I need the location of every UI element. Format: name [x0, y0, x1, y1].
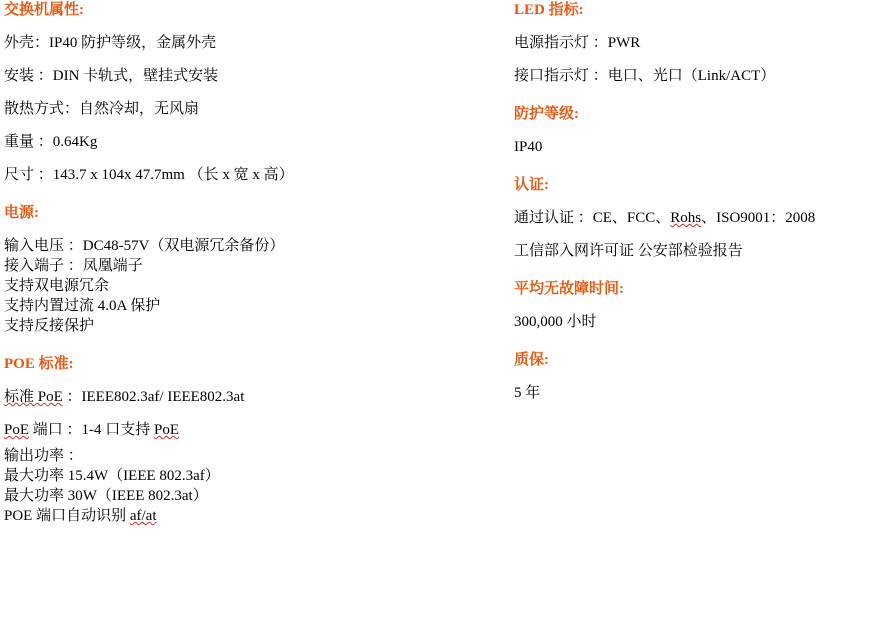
- spec-line-cooling: 散热方式：自然冷却，无风扇: [4, 101, 200, 117]
- spec-line-terminal: 接入端子 ：凤凰端子: [4, 258, 143, 274]
- section-switch-attributes: [4, 0, 474, 185]
- spec-line-auto-detect: POE 端口自动识别 af/at: [4, 508, 157, 524]
- section-heading-led-indicators: LED 指标:: [514, 2, 584, 18]
- spec-line-ip-rating: IP40: [514, 139, 543, 155]
- section-protection-level: [514, 104, 890, 157]
- spec-line-input-voltage: 输入电压 ：DC48-57V（双电源冗余备份）: [4, 238, 285, 254]
- section-heading-warranty: 质保:: [514, 352, 549, 368]
- spec-line-standard-poe-rest: ：IEEE802.3af/ IEEE802.3at: [62, 389, 245, 405]
- section-certification: [514, 175, 890, 261]
- spec-line-output-power-label: 输出功率 ：: [4, 448, 83, 464]
- spec-line-redundancy: 支持双电源冗余: [4, 278, 110, 294]
- section-heading-poe-standard: POE 标准:: [4, 356, 74, 372]
- spec-line-weight: 重量 ：0.64Kg: [4, 134, 98, 150]
- spec-line-overcurrent: 支持内置过流 4.0A 保护: [4, 298, 161, 314]
- spec-line-certifications-prefix: 通过认证 ：CE、FCC、: [514, 210, 671, 226]
- spec-line-mtbf-value: 300,000 小时: [514, 314, 597, 330]
- spec-line-power-led: 电源指示灯 ：PWR: [514, 35, 641, 51]
- spec-line-standard-poe: 标准 PoE ：IEEE802.3af/ IEEE802.3at: [4, 389, 245, 405]
- spec-line-certifications-suffix: 、ISO9001：2008: [701, 210, 816, 226]
- section-power: [4, 203, 474, 336]
- section-heading-switch-attributes: 交换机属性:: [4, 2, 84, 18]
- spec-line-max-power-at: 最大功率 30W（IEEE 802.3at）: [4, 488, 208, 504]
- section-led-indicators: [514, 0, 890, 86]
- spec-line-poe-ports-rest: 端口 ：1-4 口支持: [29, 422, 155, 438]
- spec-line-warranty-value: 5 年: [514, 385, 541, 401]
- spec-line-reverse-protection: 支持反接保护: [4, 318, 95, 334]
- section-heading-mtbf: 平均无故障时间:: [514, 281, 624, 297]
- spec-line-dimensions: 尺寸 ：143.7 x 104x 47.7mm （长 x 宽 x 高）: [4, 167, 294, 183]
- spec-line-port-led: 接口指示灯 ：电口、光口（Link/ACT）: [514, 68, 776, 84]
- spec-line-housing: 外壳：IP40 防护等级，金属外壳: [4, 35, 217, 51]
- spec-line-certifications: 通过认证 ：CE、FCC、Rohs、ISO9001：2008: [514, 210, 816, 226]
- section-mtbf: [514, 279, 890, 332]
- spec-line-max-power-af: 最大功率 15.4W（IEEE 802.3af）: [4, 468, 220, 484]
- left-column: [4, 0, 474, 526]
- spec-line-auto-detect-prefix: POE 端口自动识别: [4, 508, 130, 524]
- section-warranty: [514, 350, 890, 403]
- spec-line-mounting: 安装 ：DIN 卡轨式，壁挂式安装: [4, 68, 219, 84]
- section-poe-standard: [4, 354, 474, 526]
- right-column: [514, 0, 890, 403]
- section-heading-protection-level: 防护等级:: [514, 106, 579, 122]
- section-heading-power: 电源:: [4, 205, 39, 221]
- spec-line-licenses: 工信部入网许可证 公安部检验报告: [514, 243, 743, 259]
- spec-line-poe-ports: PoE 端口 ：1-4 口支持 PoE: [4, 422, 180, 438]
- section-heading-certification: 认证:: [514, 177, 549, 193]
